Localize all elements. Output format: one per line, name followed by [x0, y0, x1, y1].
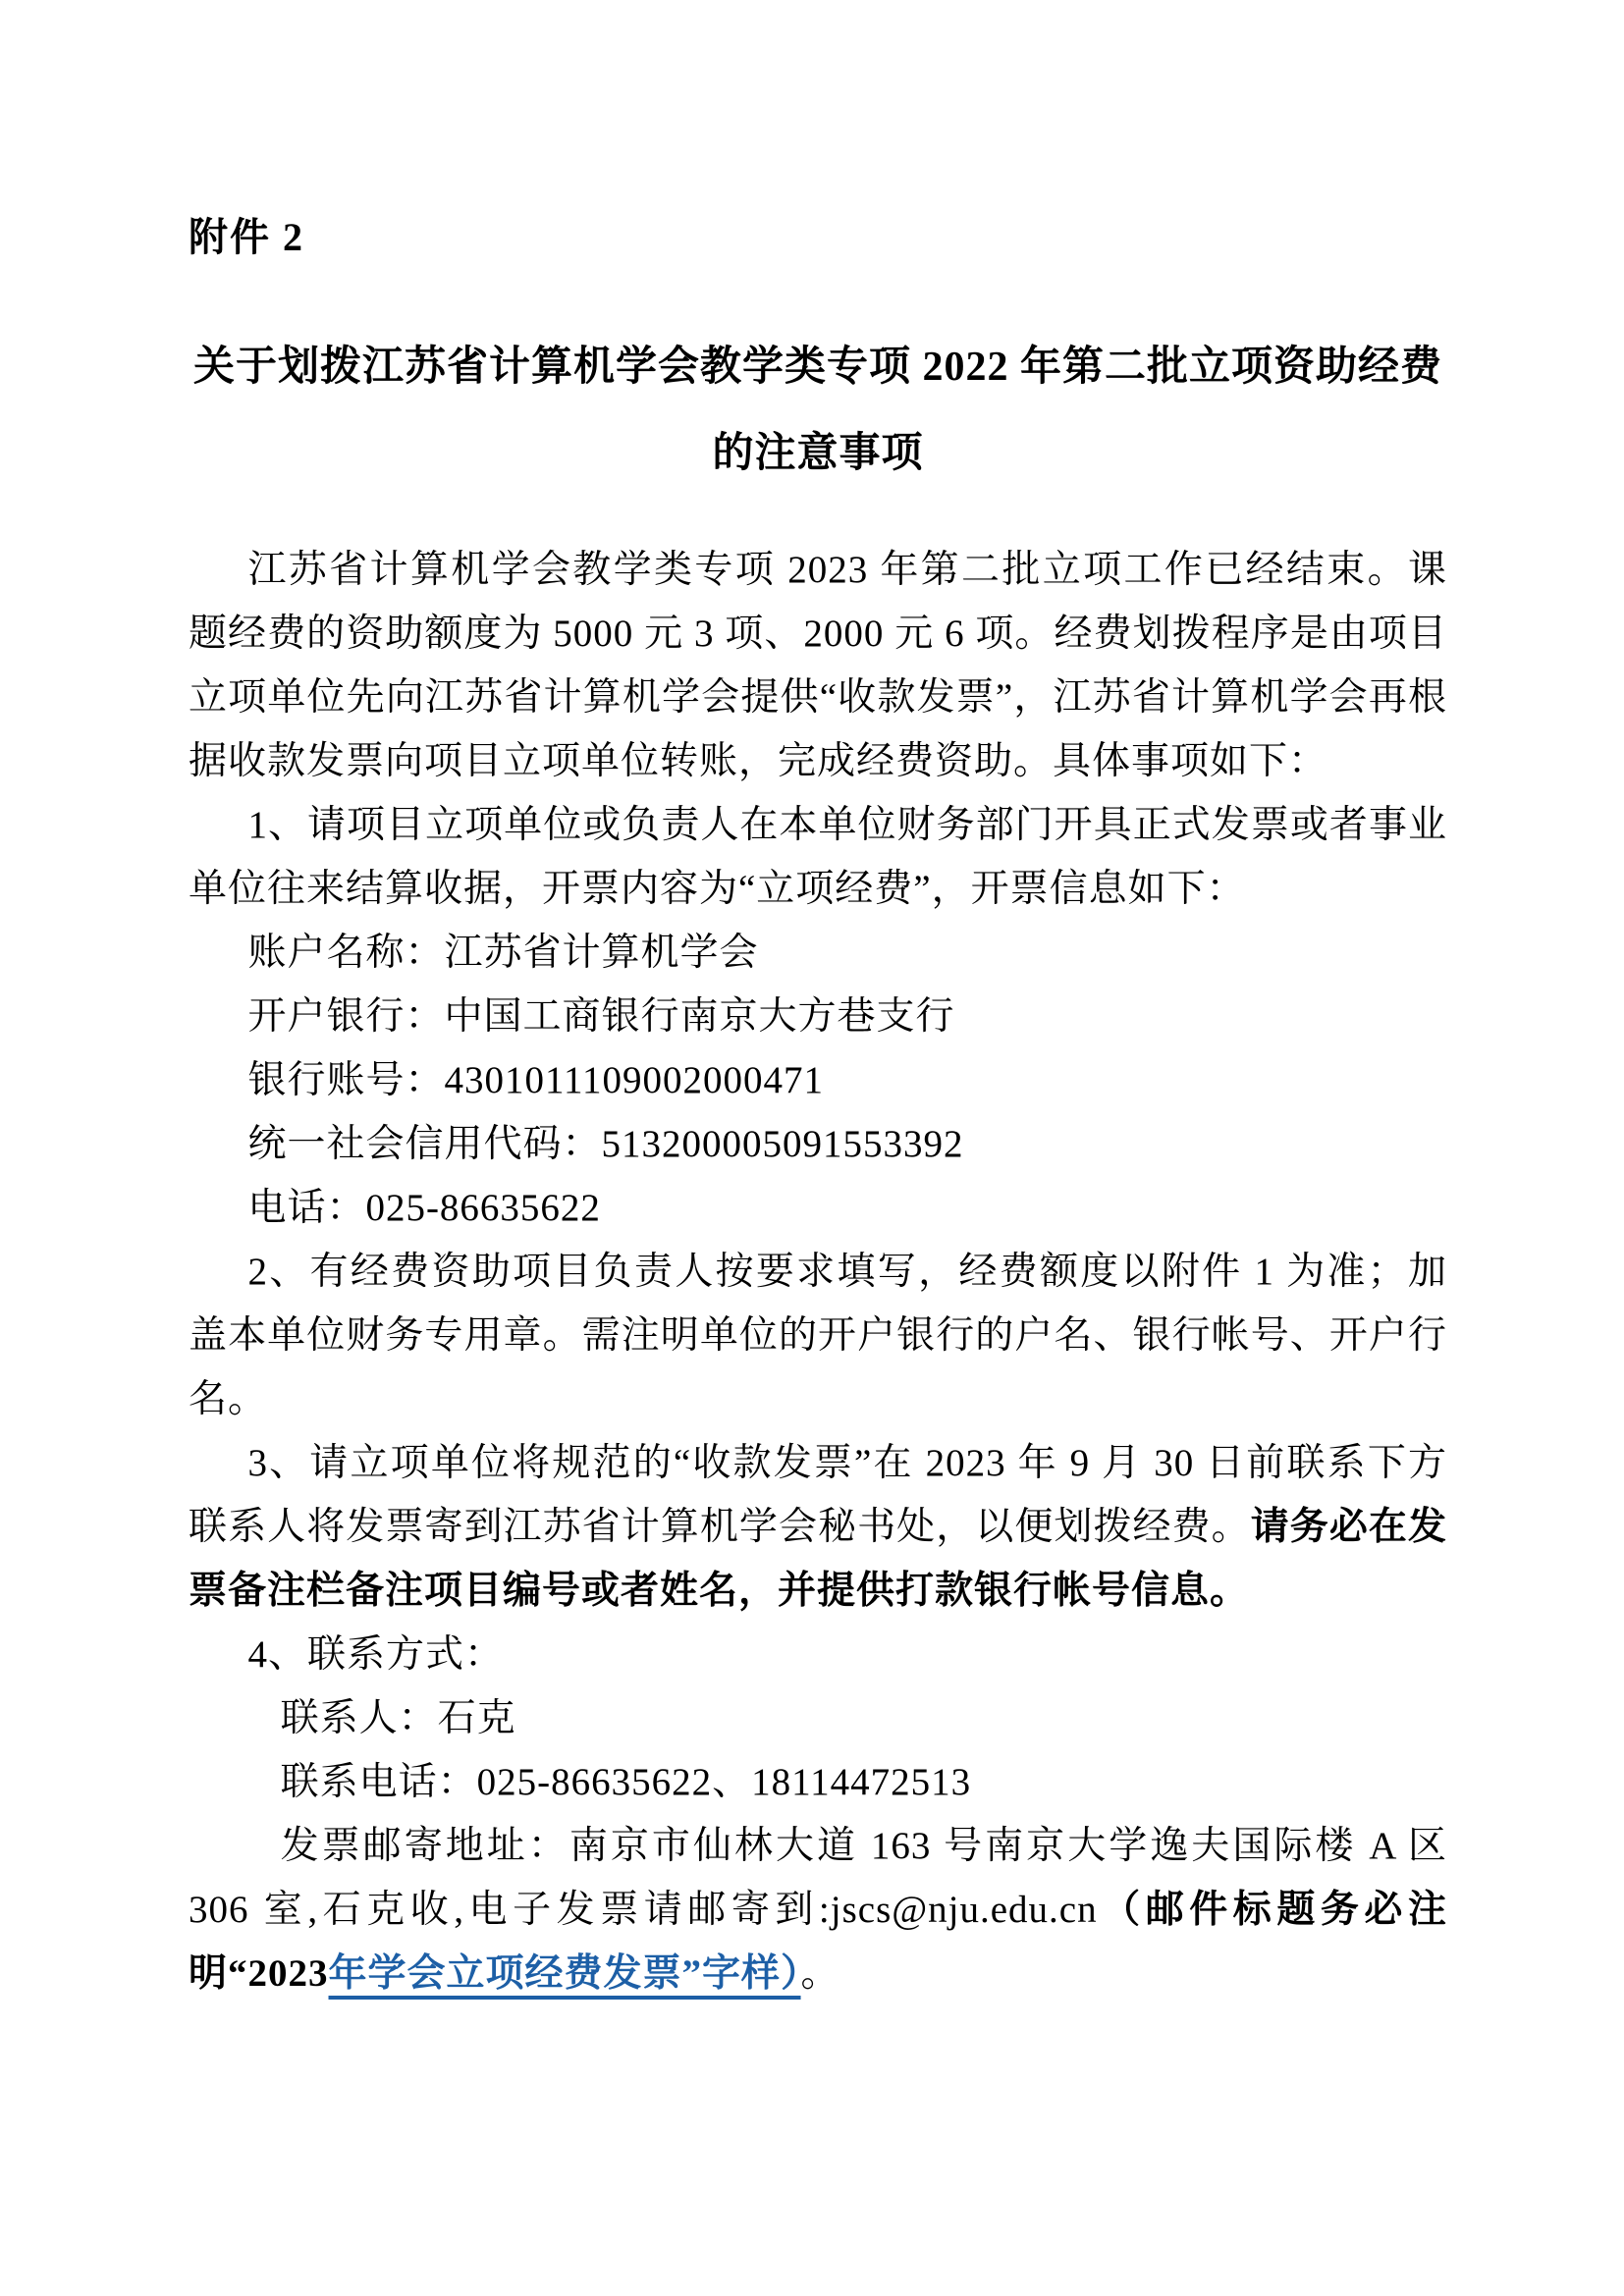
item-3-paragraph: [189, 1431, 1447, 1623]
document-title: 关于划拨江苏省计算机学会教学类专项 2022 年第二批立项资助经费的注意事项: [192, 345, 1442, 476]
bank-account-name-line: 账户名称：江苏省计算机学会: [247, 932, 759, 974]
item-2-paragraph: 2、有经费资助项目负责人按要求填写，经费额度以附件 1 为准；加盖本单位财务专用章。需注明单位的开户银行的户名、银行帐号、开户行名。: [189, 1251, 1447, 1420]
contact-person-line: 联系人：石克: [280, 1697, 516, 1739]
item-1-paragraph: 1、请项目立项单位或负责人在本单位财务部门开具正式发票或者事业单位往来结算收据，开票内容为“立项经费”，开票信息如下：: [189, 804, 1447, 910]
bank-account-number-line: 银行账号：4301011109002000471: [247, 1059, 825, 1101]
item-4-heading: 4、联系方式：: [247, 1633, 504, 1676]
item-3-text: 3、请立项单位将规范的“收款发票”在 2023 年 9 月 30 日前联系下方联系人将发票寄到江苏省计算机学会秘书处，以便划拨经费。: [189, 1442, 1447, 1548]
sentence-period: 。: [800, 1952, 840, 1995]
document-body: [189, 538, 1447, 2005]
intro-paragraph: 江苏省计算机学会教学类专项 2023 年第二批立项工作已经结束。课题经费的资助额度为 5000 元 3 项、2000 元 6 项。经费划拨程序是由项目立项单位先向江苏省计算机学会提供“收款发票”，江苏省计算机学会再根据收款发票向项目立项单位转账，完成经费资助。具体事项如下：: [189, 549, 1447, 782]
attachment-label: 附件 2: [189, 215, 304, 259]
item-3-bold-note: 请务必在发票备注栏备注项目编号或者姓名，并提供打款银行帐号信息。: [189, 1506, 1447, 1612]
mailing-address-paragraph: [189, 1814, 1447, 2005]
bank-name-line: 开户银行：中国工商银行南京大方巷支行: [247, 995, 955, 1038]
invoice-note-link[interactable]: 年学会立项经费发票”字样）: [328, 1952, 801, 1995]
mailing-address-text: 发票邮寄地址：南京市仙林大道 163 号南京大学逸夫国际楼 A 区 306 室,石克收,电子发票请邮寄到:jscs@nju.edu.cn: [189, 1825, 1447, 1931]
email-subject-note-bold: （邮件标题务必注明“2023: [189, 1889, 1447, 1995]
bank-phone-line: 电话：025-86635622: [247, 1187, 601, 1229]
credit-code-line: 统一社会信用代码：513200005091553392: [247, 1123, 964, 1165]
contact-phone-line: 联系电话：025-86635622、18114472513: [280, 1761, 972, 1803]
